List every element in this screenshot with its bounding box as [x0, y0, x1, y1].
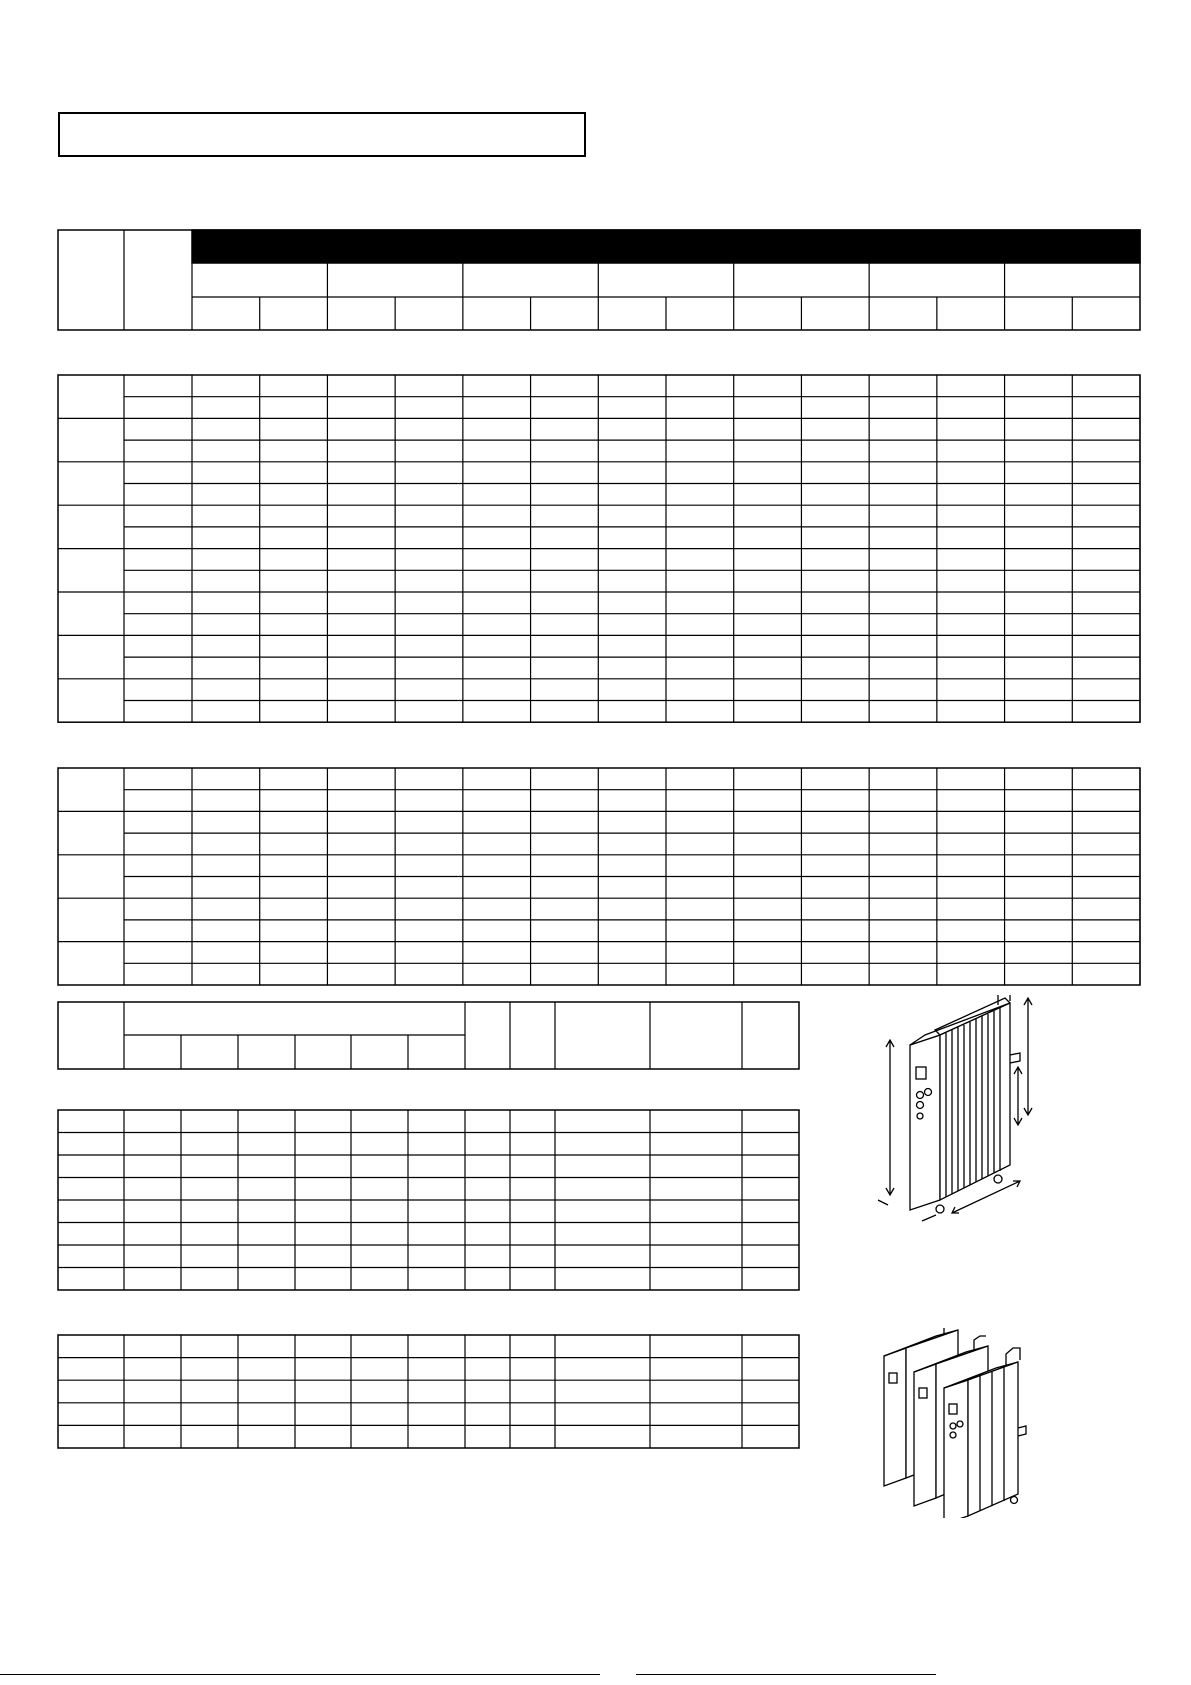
dims-section-b-frame — [58, 1335, 799, 1448]
footer-rule-left — [0, 1674, 600, 1675]
main-table-header-band — [192, 230, 1140, 263]
single-radiator-dimension-drawing — [870, 995, 1045, 1225]
footer-rule-right — [636, 1674, 936, 1675]
three-radiators-group-drawing — [876, 1328, 1051, 1518]
